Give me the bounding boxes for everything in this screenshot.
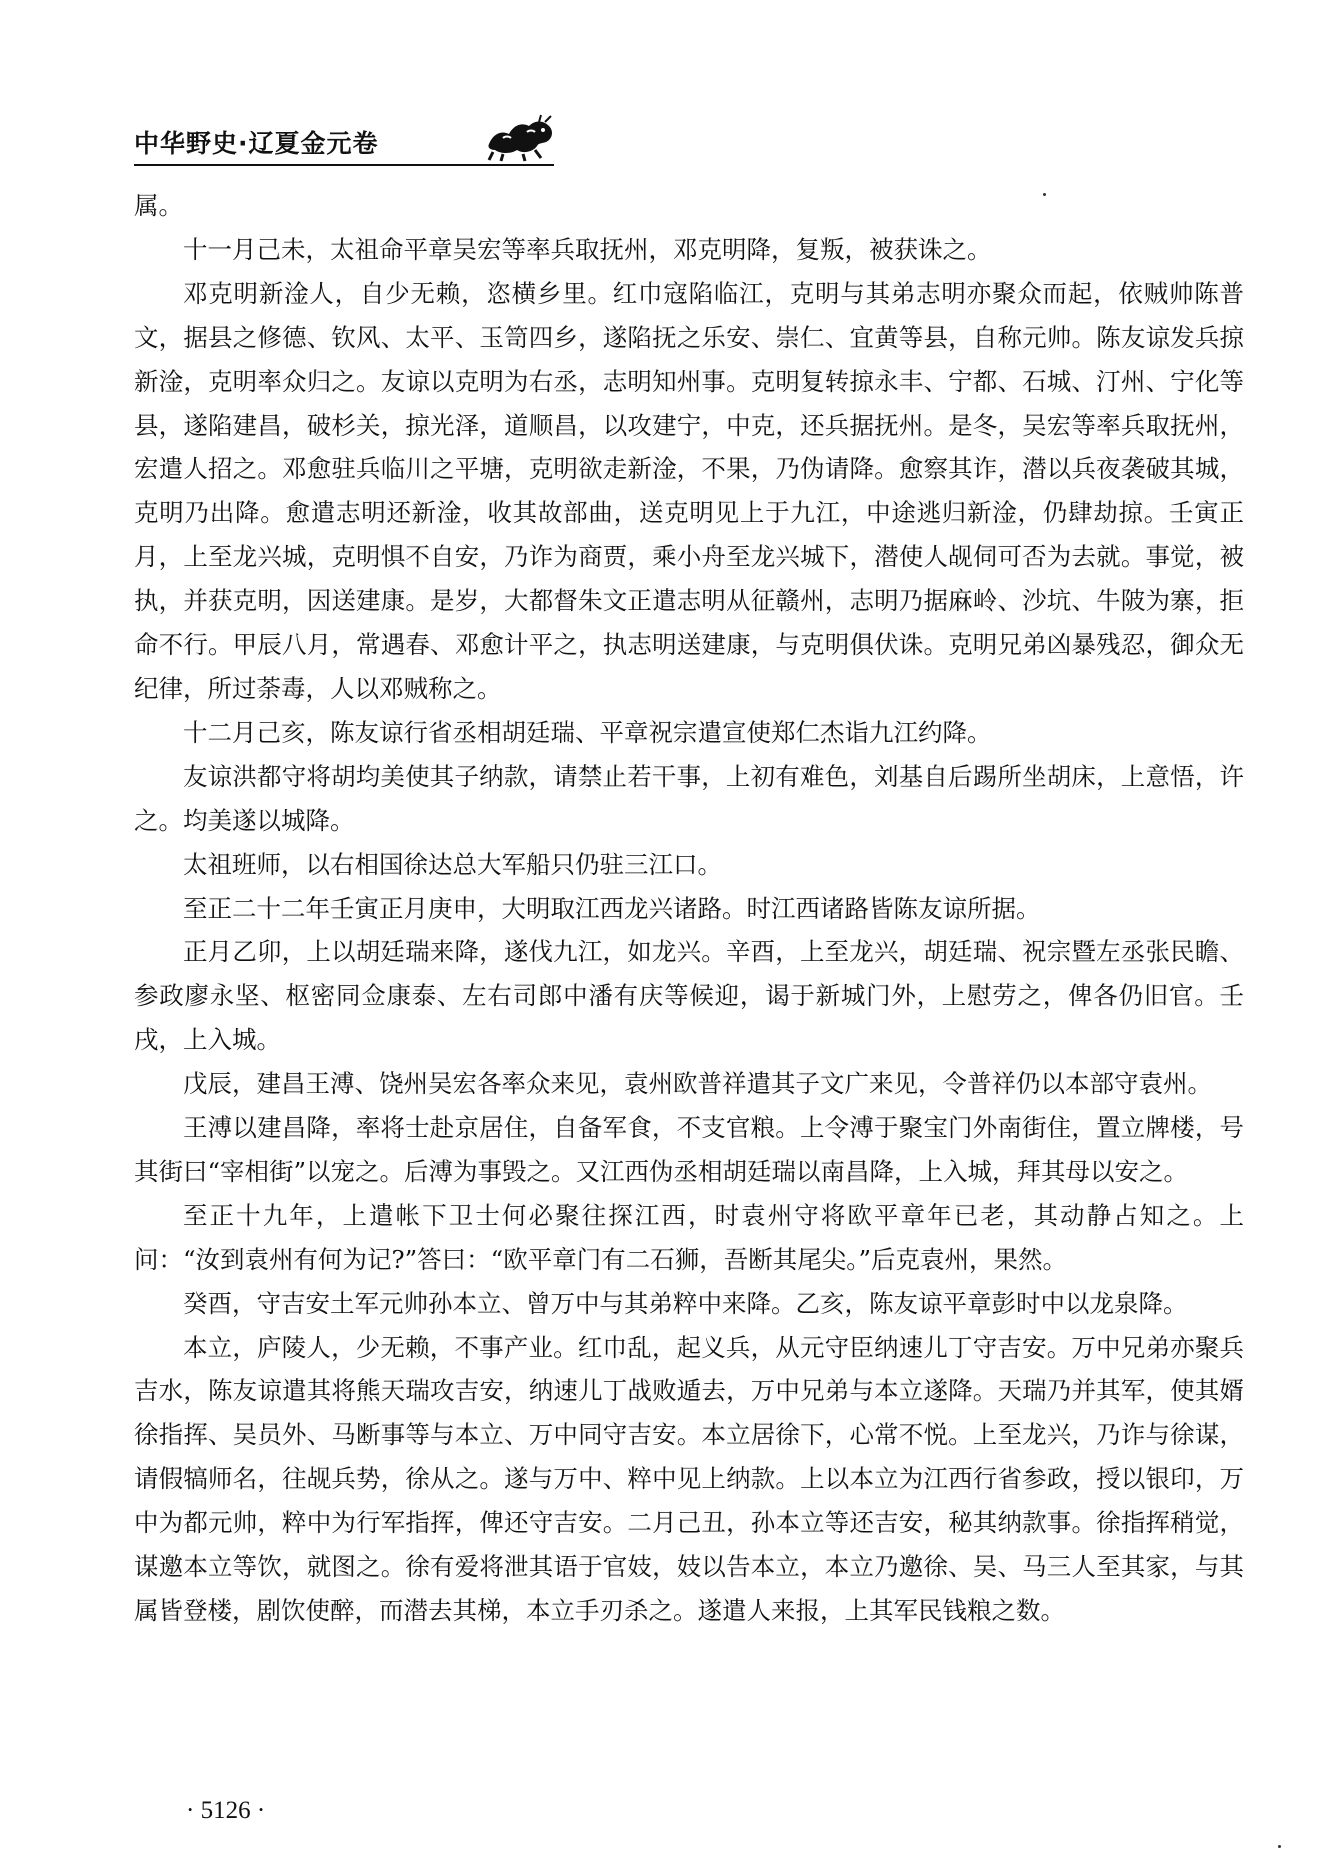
speck (1043, 193, 1046, 196)
paragraph: 本立，庐陵人，少无赖，不事产业。红巾乱，起义兵，从元守臣纳速儿丁守吉安。万中兄弟亦聚兵吉水，陈友谅遣其将熊天瑞攻吉安，纳速儿丁战败遁去，万中兄弟与本立遂降。天瑞乃并其军，使其婿徐指挥、吴员外、马断事等与本立、万中同守吉安。本立居徐下，心常不悦。上至龙兴，乃诈与徐谋，请假犒师名，往觇兵势，徐从之。遂与万中、粹中见上纳款。上以本立为江西行省参政，授以银印，万中为都元帅，粹中为行军指挥，俾还守吉安。二月己丑，孙本立等还吉安，秘其纳款事。徐指挥稍觉，谋邀本立等饮，就图之。徐有爱将泄其语于官妓，妓以告本立，本立乃邀徐、吴、马三人至其家，与其属皆登楼，剧饮使醉，而潜去其梯，本立手刃杀之。遂遣人来报，上其军民钱粮之数。 (134, 1332, 1244, 1625)
speck (1278, 1845, 1281, 1848)
paragraph: 至正十九年，上遣帐下卫士何必聚往探江西，时袁州守将欧平章年已老，其动静占知之。上问：“汝到袁州有何为记?”答曰：“欧平章门有二石狮，吾断其尾尖。”后克袁州，果然。 (134, 1200, 1244, 1274)
paragraph: 至正二十二年壬寅正月庚申，大明取江西龙兴诸路。时江西诸路皆陈友谅所据。 (183, 893, 1041, 923)
paragraph: 戊辰，建昌王溥、饶州吴宏各率众来见，袁州欧普祥遣其子文广来见，令普祥仍以本部守袁州。 (183, 1069, 1212, 1099)
book-title: 中华野史·辽夏金元卷 (134, 129, 379, 158)
paragraph: 十二月己亥，陈友谅行省丞相胡廷瑞、平章祝宗遣宣使郑仁杰诣九江约降。 (183, 717, 992, 747)
paragraph: 王溥以建昌降，率将士赴京居住，自备军食，不支官粮。上令溥于聚宝门外南街住，置立牌楼，号其街曰“宰相街”以宠之。后溥为事毁之。又江西伪丞相胡廷瑞以南昌降，上入城，拜其母以安之。 (134, 1113, 1244, 1186)
paragraph: 正月乙卯，上以胡廷瑞来降，遂伐九江，如龙兴。辛酉，上至龙兴，胡廷瑞、祝宗暨左丞张民瞻、参政廖永坚、枢密同佥康泰、左右司郎中潘有庆等候迎，谒于新城门外，上慰劳之，俾各仍旧官。壬戌，上入城。 (134, 937, 1244, 1055)
paragraph: 属。 (134, 191, 183, 220)
paragraph: 癸酉，守吉安土军元帅孙本立、曾万中与其弟粹中来降。乙亥，陈友谅平章彭时中以龙泉降。 (183, 1288, 1188, 1318)
paragraph: 友谅洪都守将胡均美使其子纳款，请禁止若干事，上初有难色，刘基自后踢所坐胡床，上意悟，许之。均美遂以城降。 (134, 761, 1244, 835)
paragraph: 太祖班师，以右相国徐达总大军船只仍驻三江口。 (183, 849, 722, 879)
body-text (134, 184, 1244, 1633)
paragraph: 十一月己未，太祖命平章吴宏等率兵取抚州，邓克明降，复叛，被获诛之。 (183, 234, 992, 264)
running-header (134, 108, 554, 168)
page-number: · 5126 · (186, 1797, 266, 1824)
paragraph: 邓克明新淦人，自少无赖，恣横乡里。红巾寇陷临江，克明与其弟志明亦聚众而起，依贼帅陈普文，据县之修德、钦风、太平、玉笥四乡，遂陷抚之乐安、崇仁、宜黄等县，自称元帅。陈友谅发兵掠新淦，克明率众归之。友谅以克明为右丞，志明知州事。克明复转掠永丰、宁都、石城、汀州、宁化等县，遂陷建昌，破杉关，掠光泽，道顺昌，以攻建宁，中克，还兵据抚州。是冬，吴宏等率兵取抚州，宏遣人招之。邓愈驻兵临川之平塘，克明欲走新淦，不果，乃伪请降。愈察其诈，潜以兵夜袭破其城，克明乃出降。愈遣志明还新淦，收其故部曲，送克明见上于九江，中途逃归新淦，仍肆劫掠。壬寅正月，上至龙兴城，克明惧不自安，乃诈为商贾，乘小舟至龙兴城下，潜使人觇伺可否为去就。事觉，被执，并获克明，因送建康。是岁，大都督朱文正遣志明从征赣州，志明乃据麻岭、沙坑、牛陂为寨，拒命不行。甲辰八月，常遇春、邓愈计平之，执志明送建康，与克明俱伏诛。克明兄弟凶暴残忍，御众无纪律，所过荼毒，人以邓贼称之。 (134, 278, 1244, 703)
dragon-emblem-icon (483, 114, 557, 162)
header-rule (134, 164, 554, 166)
